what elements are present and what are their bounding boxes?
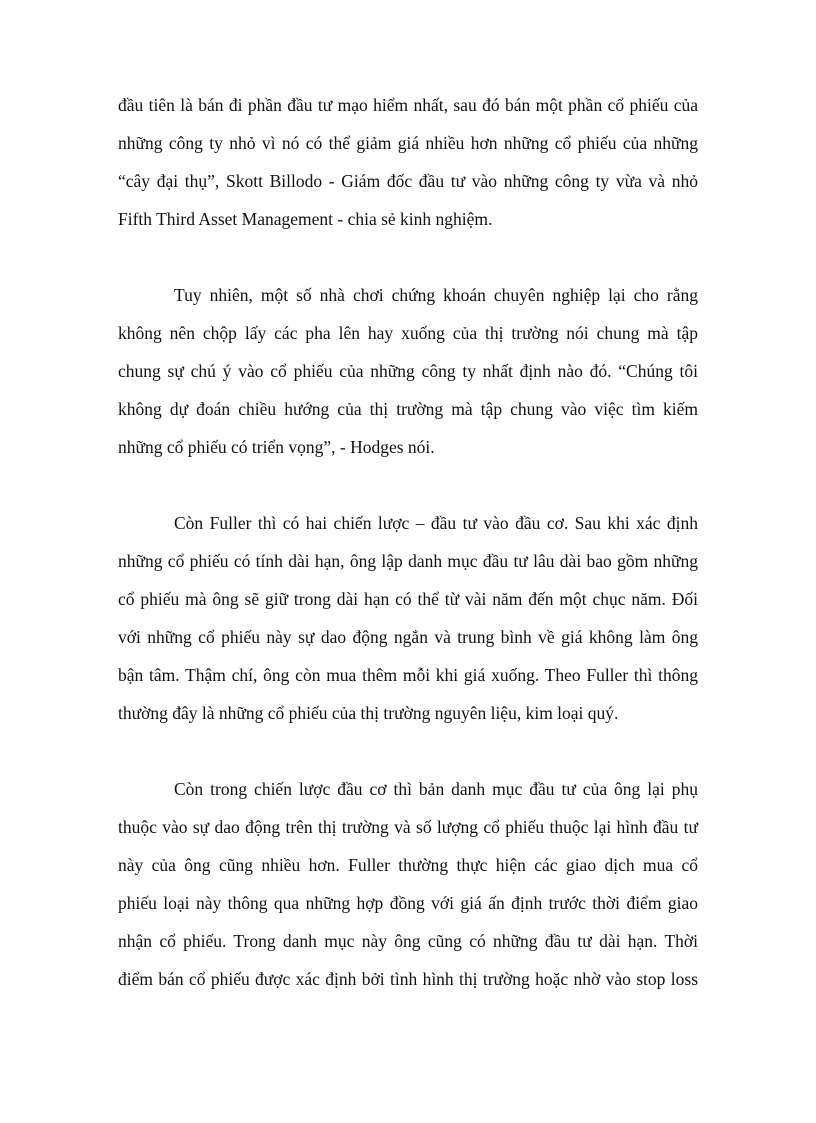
paragraph-line: Còn trong chiến lược đầu cơ thì bản danh mục đầu tư của ông lại phụ	[174, 779, 698, 799]
paragraph-line: thuộc vào sự dao động trên thị trường và số lượng cổ phiếu thuộc lại hình đầu tư	[118, 817, 698, 837]
paragraph-line: không nên chộp lấy các pha lên hay xuống của thị trường nói chung mà tập	[118, 323, 698, 343]
paragraph-line: những cổ phiếu có tính dài hạn, ông lập danh mục đầu tư lâu dài bao gồm những	[118, 551, 698, 571]
paragraph-spacer	[118, 732, 698, 770]
paragraph-line: những cổ phiếu có triển vọng”, - Hodges nói.	[118, 437, 435, 457]
paragraph-line: cổ phiếu mà ông sẽ giữ trong dài hạn có thể từ vài năm đến một chục năm. Đối	[118, 589, 698, 609]
paragraph-line: Còn Fuller thì có hai chiến lược – đầu tư vào đầu cơ. Sau khi xác định	[174, 513, 698, 533]
paragraph-line: nhận cổ phiếu. Trong danh mục này ông cũng có những đầu tư dài hạn. Thời	[118, 931, 698, 951]
paragraph-line: không dự đoán chiều hướng của thị trường mà tập chung vào việc tìm kiếm	[118, 399, 698, 419]
paragraph-line: những công ty nhỏ vì nó có thể giảm giá nhiều hơn những cổ phiếu của những	[118, 133, 698, 153]
paragraph-line: này của ông cũng nhiều hơn. Fuller thường thực hiện các giao dịch mua cổ	[118, 855, 698, 875]
paragraph-line: bận tâm. Thậm chí, ông còn mua thêm mỗi khi giá xuống. Theo Fuller thì thông	[118, 665, 698, 685]
paragraph-line: chung sự chú ý vào cổ phiếu của những công ty nhất định nào đó. “Chúng tôi	[118, 361, 698, 381]
paragraph-line: đầu tiên là bán đi phần đầu tư mạo hiểm nhất, sau đó bán một phần cổ phiếu của	[118, 95, 698, 115]
paragraph-line: thường đây là những cổ phiếu của thị trường nguyên liệu, kim loại quý.	[118, 703, 619, 723]
paragraph-line: “cây đại thụ”, Skott Billodo - Giám đốc đầu tư vào những công ty vừa và nhỏ	[118, 171, 698, 191]
body-text	[118, 86, 698, 998]
paragraph-line: Tuy nhiên, một số nhà chơi chứng khoán chuyên nghiệp lại cho rằng	[174, 285, 698, 305]
paragraph-line: phiếu loại này thông qua những hợp đồng với giá ấn định trước thời điểm giao	[118, 893, 698, 913]
paragraph-spacer	[118, 466, 698, 504]
paragraph-line: Fifth Third Asset Management - chia sẻ kinh nghiệm.	[118, 209, 493, 229]
paragraph-line: điểm bán cổ phiếu được xác định bởi tình hình thị trường hoặc nhờ vào stop loss	[118, 969, 698, 989]
paragraph-line: với những cổ phiếu này sự dao động ngắn và trung bình về giá không làm ông	[118, 627, 698, 647]
paragraph-spacer	[118, 238, 698, 276]
